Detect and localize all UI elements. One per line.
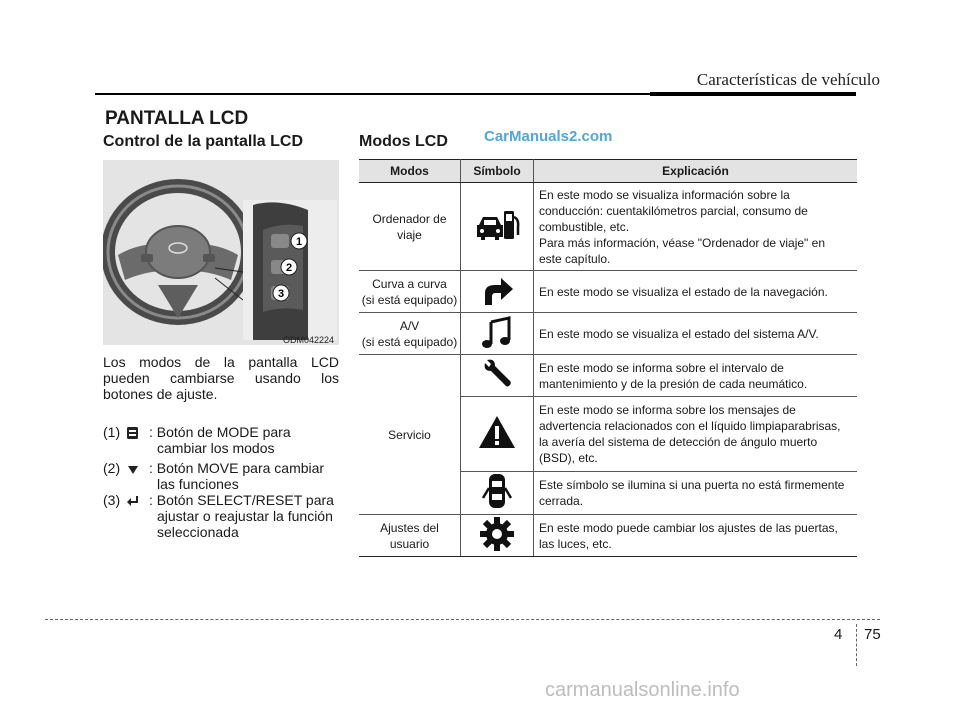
item-number: (1) (103, 424, 121, 440)
explanation-cell: En este modo se informa sobre los mensajes de advertencia relacionados con el líquido limpiaparabrisas, la avería del sistema de detección de ángulo muerto (BSD), etc. (534, 397, 858, 472)
table-row (359, 313, 857, 355)
turn-arrow-icon (461, 271, 534, 313)
mode-button-icon (125, 424, 143, 440)
explanation-cell: En este modo se visualiza el estado del sistema A/V. (534, 313, 858, 355)
header-rule-accent (650, 92, 856, 96)
wrench-icon (461, 355, 534, 397)
item-text-cont: ajustar o reajustar la función (157, 508, 333, 524)
explanation-cell: Este símbolo se ilumina si una puerta no está firmemente cerrada. (534, 472, 858, 515)
table-row (359, 183, 857, 271)
steering-wheel-illustration (103, 160, 339, 345)
chapter-number: 4 (834, 626, 843, 643)
item-text-cont: las funciones (157, 476, 239, 492)
mode-cell: Curva a curva (si está equipado) (359, 271, 461, 313)
gear-icon (461, 515, 534, 557)
mode-cell (359, 515, 461, 557)
left-heading: Control de la pantalla LCD (103, 133, 304, 150)
explanation-cell: En este modo se informa sobre el intervalo de mantenimiento y de la presión de cada neumático. (534, 355, 858, 397)
item-number: (2) (103, 460, 121, 476)
page-number: 75 (864, 626, 881, 643)
chapter-title: Características de vehículo (696, 70, 880, 89)
door-open-icon (461, 472, 534, 515)
footer-watermark: carmanualsonline.info (545, 679, 740, 701)
description-paragraph: Los modos de la pantalla LCD pueden cambiarse usando los botones de ajuste. (103, 354, 339, 402)
col-header-symbol: Símbolo (461, 160, 534, 183)
mode-cell: Servicio (359, 355, 461, 515)
music-note-icon (461, 313, 534, 355)
select-reset-return-icon (125, 492, 143, 508)
col-header-explanation: Explicación (534, 160, 858, 183)
lcd-modes-table (359, 159, 857, 557)
mode-cell (359, 183, 461, 271)
item-number: (3) (103, 492, 121, 508)
trip-computer-icon (461, 183, 534, 271)
callout-1: 1 (295, 236, 303, 248)
item-text-cont-2: seleccionada (157, 524, 239, 540)
move-down-arrow-icon (125, 460, 143, 476)
table-row (359, 355, 857, 397)
warning-triangle-icon (461, 397, 534, 472)
item-text: : Botón de MODE para (149, 424, 291, 440)
item-text-cont: cambiar los modos (157, 440, 275, 456)
footer-rule (45, 619, 880, 620)
mode-cell: A/V (si está equipado) (359, 313, 461, 355)
callout-3: 3 (277, 288, 285, 300)
explanation-cell: En este modo se visualiza información sobre la conducción: cuentakilómetros parcial, consumo de combustible, etc. Para más información, véase "Ordenador de viaje" en este capítulo. (534, 183, 858, 271)
mode-label: Ordenador de viaje (372, 211, 447, 242)
page-number-separator (856, 624, 857, 666)
steering-wheel-figure (103, 160, 339, 345)
table-row (359, 271, 857, 313)
explanation-cell: En este modo se visualiza el estado de la navegación. (534, 271, 858, 313)
item-text: : Botón MOVE para cambiar (149, 460, 325, 476)
item-text: : Botón SELECT/RESET para (149, 492, 334, 508)
figure-code: ODM042224 (283, 335, 335, 345)
callout-2: 2 (285, 262, 293, 274)
mode-label: Ajustes del usuario (380, 520, 439, 551)
table-header-row (359, 160, 857, 183)
site-watermark: CarManuals2.com (484, 128, 613, 145)
explanation-cell: En este modo puede cambiar los ajustes de las puertas, las luces, etc. (534, 515, 858, 557)
section-title: PANTALLA LCD (105, 108, 249, 129)
col-header-modes: Modos (359, 160, 461, 183)
right-heading: Modos LCD (359, 133, 448, 150)
table-row (359, 515, 857, 557)
